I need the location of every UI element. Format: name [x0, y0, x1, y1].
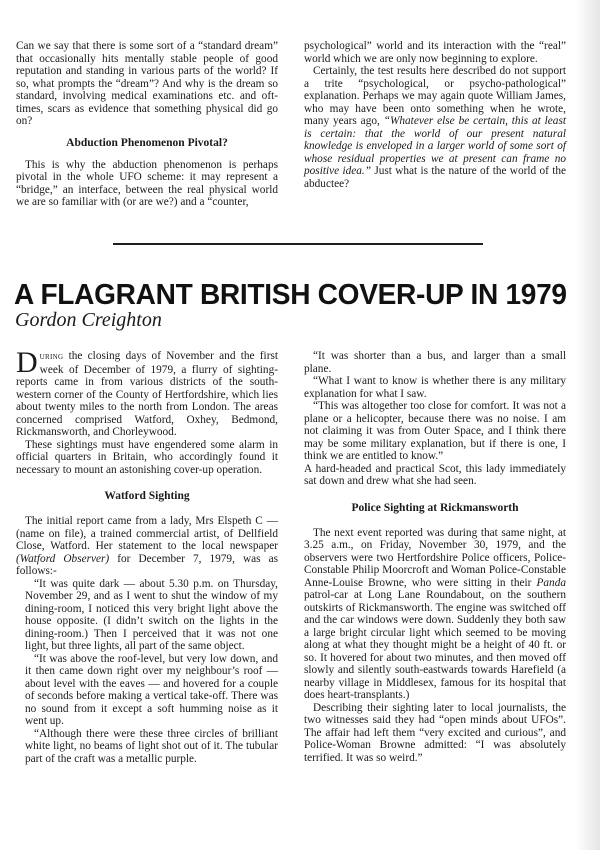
quote-paragraph: “It was above the roof-level, but very low down, and it then came down right over my neighbour’s roof — about level with the eaves — and hovered for a couple of seconds before making a vertical take-off. There was no sound from it except a soft humming noise as it went up. — [25, 652, 278, 727]
paragraph-text: patrol-car at Long Lane Roundabout, on the southern outskirts of Rickmansworth. The engine was switched off and the car windows were down. Suddenly they both saw a large bright circular light which seemed to be moving along at what they thought might be a height of 40 ft. or so. It hovered for about two minutes, and then moved off slowly and silently south-eastwards towards Harefield (a nearby village in Middlesex, famous for its hospital that does heart-transplants.) — [304, 589, 566, 701]
quote-paragraph: “Although there were these three circles of brilliant white light, no beams of light shot out of it. The tubular part of the craft was a metallic purple. — [25, 727, 278, 765]
paragraph — [16, 515, 278, 578]
article-divider — [113, 243, 483, 245]
quote-paragraph: “What I want to know is whether there is any military explanation for what I saw. — [304, 375, 566, 400]
previous-article-left-column — [16, 40, 278, 209]
paragraph — [304, 65, 566, 190]
quote-paragraph: “It was quite dark — about 5.30 p.m. on Thursday, November 29, and as I went to shut the window of my dining-room, I noticed this very bright light above the house opposite. (I didn’t switch on the lights in the dining-room.) Then I perceived that it was not one light, but three lights, all part of the same object. — [25, 577, 278, 652]
paragraph-text: Certainly, the test results here described do not support a trite “psychological, or psycho-pathological” explanation. Perhaps we may again quote William James, who may have been onto something when he wrote, many years ago, — [304, 65, 566, 127]
paragraph-text: the closing days of November and the first week of December of 1979, a flurry of sighting-reports came in from various districts of the south-western corner of the County of Hertfordshire, which lies about twenty miles to the north from London. The areas concerned comprised Watford, Oxhey, Bedmond, Rickmansworth, and Chorleywood. — [16, 350, 278, 438]
section-heading: Police Sighting at Rickmansworth — [351, 501, 519, 514]
paragraph: This is why the abduction phenomenon is perhaps pivotal in the whole UFO scheme: it may represent a “bridge,” an interface, between the real physical world we are so familiar with (or are we?) and a “counter, — [16, 158, 278, 208]
paragraph — [304, 527, 566, 702]
car-name: Panda — [536, 576, 566, 589]
paragraph-text: The initial report came from a lady, Mrs Elspeth C — (name on file), a trained commercial artist, of Dellfield Close, Watford. Her statement to the local newspaper — [16, 515, 278, 552]
paragraph-text: Just what is the nature of the world of the abductee? — [304, 165, 566, 190]
section-heading: Watford Sighting — [104, 490, 190, 502]
newspaper-name: (Watford Observer) — [16, 552, 110, 565]
article-byline: Gordon Creighton — [15, 309, 162, 331]
article-headline: A FLAGRANT BRITISH COVER-UP IN 1979 — [14, 279, 567, 311]
paragraph-text: The next event reported was during that same night, at 3.25 a.m., on Friday, November 30, 1979, and the observers were two Hertfordshire Police officers, Police-Constable Philip Moorcroft and Woman Police-Constable Anne-Louise Browne, who were sitting in their — [304, 526, 566, 589]
section-heading: Abduction Phenomenon Pivotal? — [66, 136, 228, 149]
quote-paragraph: “This was altogether too close for comfort. It was not a plane or a helicopter, because there was no noise. I am not claiming it was from Outer Space, and I think there may be some military explanation, but if there is one, I think we are entitled to know.” — [304, 400, 566, 462]
paragraph: A hard-headed and practical Scot, this lady immediately sat down and drew what she had seen. — [304, 462, 566, 487]
lead-smallcaps: uring — [39, 351, 64, 362]
previous-article-right-column — [304, 40, 566, 190]
paragraph: psychological” world and its interaction with the “real” world which we are only now beginning to explore. — [304, 40, 566, 65]
paragraph: Can we say that there is some sort of a “standard dream” that occasionally hits mentally stable people of good reputation and standing in various parts of the world? If so, what prompts the “dream”? And why is the dream so standard, involving medical examinations etc. and oft-times, scars as evidence that something physical did go on? — [16, 40, 278, 127]
drop-cap: D — [16, 346, 38, 379]
paragraph: Describing their sighting later to local journalists, the two witnesses said they had “open minds about UFOs”. The affair had left them “very excited and curious”, and Police-Woman Browne admitted: “I was absolutely terrified. It was so weird.” — [304, 701, 566, 764]
article-left-column — [16, 346, 278, 765]
article-right-column — [304, 350, 566, 764]
quote-paragraph: “It was shorter than a bus, and larger than a small plane. — [304, 350, 566, 375]
william-james-quote: “Whatever else be certain, this at least is certain: that the world of our present natural knowledge is enveloped in a larger world of some sort of whose residual properties we at present can frame no positive idea.” — [304, 115, 566, 177]
lead-paragraph — [16, 346, 278, 439]
paragraph: These sightings must have engendered some alarm in official quarters in Britain, who accordingly found it necessary to mount an astonishing cover-up operation. — [16, 438, 278, 476]
paragraph-text: for December 7, 1979, was as follows:- — [16, 552, 278, 577]
